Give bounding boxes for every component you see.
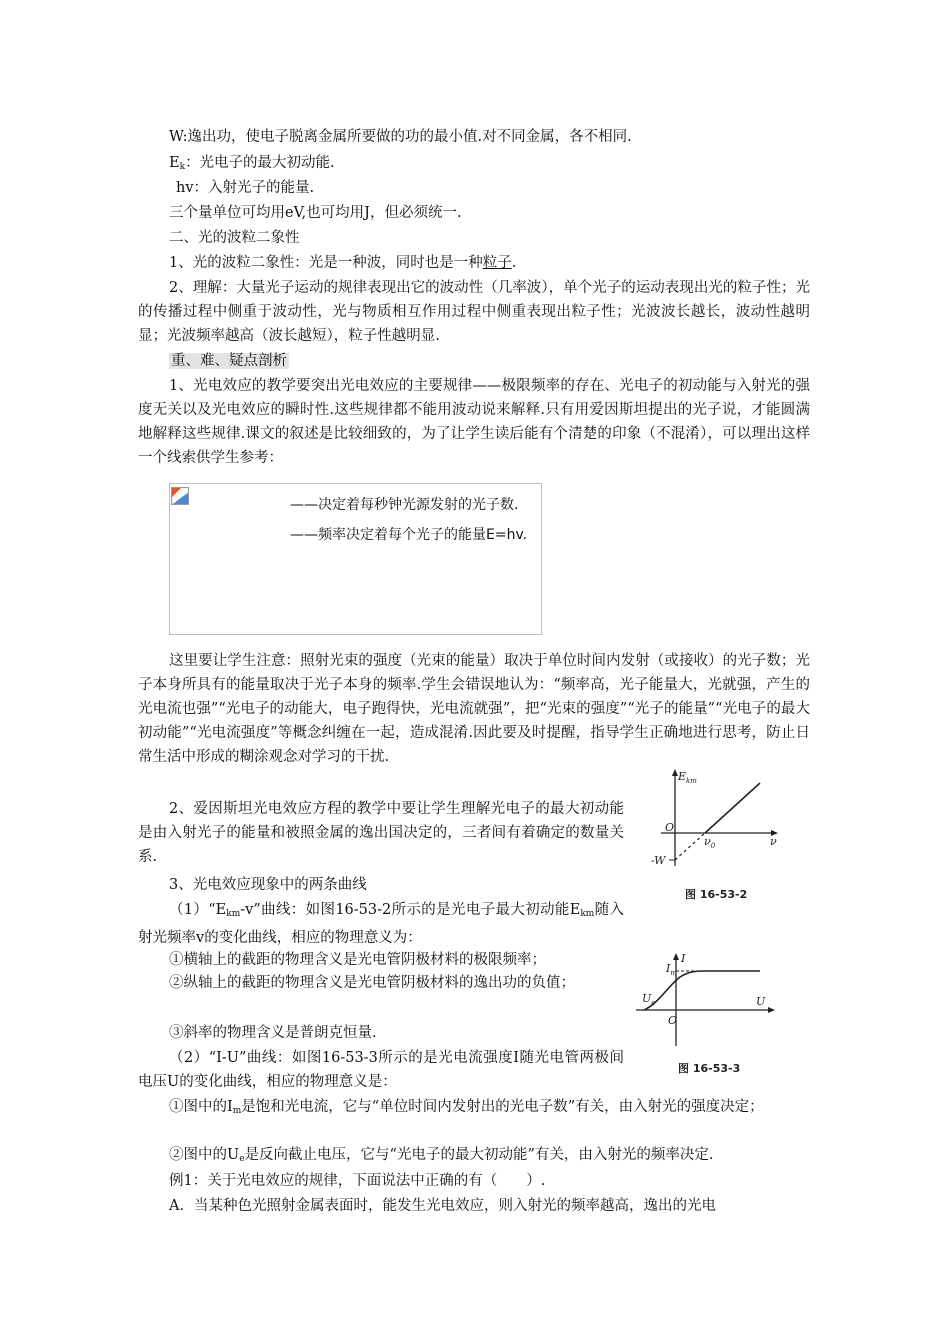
text-line: 1、光的波粒二象性：光是一种波，同时也是一种粒子. — [169, 255, 517, 271]
text-line: hv：入射光子的能量. — [176, 180, 315, 196]
paragraph: （2）“I-U”曲线：如图16-53-3所示的是光电流强度I随光电管两极间电压U的变化曲线，相应的物理意义是： — [138, 1050, 624, 1090]
origin-label: O — [668, 1014, 678, 1027]
cutoff-label: $U_e$ — [642, 992, 656, 1007]
figure-caption: 图 16-53-2 — [685, 888, 748, 901]
text-line: ①横轴上的截距的物理含义是光电管阴极材料的极限频率； — [169, 952, 546, 968]
section-heading: 二、光的波粒二象性 — [169, 230, 300, 246]
paragraph: $(1)“E_{km}-v$”曲线：如图16-53-2所示的是光电子最大初动能$E_{km}$随入射光频率v的变化曲线，相应的物理意义为： — [138, 902, 624, 946]
text-line: 3、光电效应现象中的两条曲线 — [169, 877, 367, 893]
text-line: A．当某种色光照射金属表面时，能发生光电效应，则入射光的频率越高，逸出的光电 — [169, 1198, 716, 1214]
paragraph: ①图中的$I_m$是饱和光电流，它与“单位时间内发射出的光电子数”有关，由入射光的强度决定； — [169, 1099, 764, 1116]
i-u-graph — [628, 948, 778, 1078]
box-text: ——决定着每秒钟光源发射的光子数. — [290, 497, 519, 513]
y-axis-label: $E_{km}$ — [678, 770, 697, 785]
origin-label: O — [665, 821, 675, 834]
paragraph: ②纵轴上的截距的物理含义是光电管阴极材料的逸出功的负值； — [169, 975, 575, 991]
paragraph: 2、理解：大量光子运动的规律表现出它的波动性（几率波），单个光子的运动表现出光的粒子性；光的传播过程中侧重于波动性，光与物质相互作用过程中侧重表现出粒子性；光波波长越长，波动性越明显；光波频率越高（波长越短），粒子性越明显. — [138, 280, 810, 344]
y-intercept-label: -W — [651, 854, 666, 867]
x-axis-label: ν — [770, 835, 777, 848]
saturation-label: $I_m$ — [666, 962, 677, 977]
text-line: ②图中的$U_e$是反向截止电压，它与“光电子的最大初动能”有关，由入射光的频率决定. — [169, 1147, 714, 1164]
paragraph: 2、爱因斯坦光电效应方程的教学中要让学生理解光电子的最大初动能是由入射光子的能量和被照金属的逸出国决定的，三者间有着确定的数量关系. — [138, 801, 624, 865]
text-line: 例1：关于光电效应的规律，下面说法中正确的有（ ）. — [169, 1173, 546, 1189]
x-axis-label: U — [756, 995, 766, 1008]
x-intercept-label: $\nu_0$ — [704, 835, 716, 850]
box-text: ——频率决定着每个光子的能量E=hv. — [290, 527, 528, 543]
image-box — [169, 483, 542, 635]
text-line: $E_k$：光电子的最大初动能. — [169, 155, 335, 172]
text-line: ③斜率的物理含义是普朗克恒量. — [169, 1025, 377, 1041]
text-line: W:逸出功，使电子脱离金属所要做的功的最小值.对不同金属，各不相同. — [169, 129, 632, 145]
subheading: 重、难、疑点剖析 — [171, 353, 287, 369]
figure-caption: 图 16-53-3 — [678, 1062, 741, 1075]
broken-image-icon — [171, 487, 189, 505]
paragraph: 1、光电效应的教学要突出光电效应的主要规律——极限频率的存在、光电子的初动能与入射光的强度无关以及光电效应的瞬时性.这些规律都不能用波动说来解释.只有用爱因斯坦提出的光子说，才能圆满地解释这些规律.课文的叙述是比较细致的，为了让学生读后能有个清楚的印象（不混淆），可以理出这样一个线索供学生参考： — [138, 378, 810, 466]
paragraph: 这里要让学生注意：照射光束的强度（光束的能量）取决于单位时间内发射（或接收）的光子数；光子本身所具有的能量取决于光子本身的频率.学生会错误地认为：“频率高，光子能量大，光就强，产生的光电流也强”“光电子的动能大，电子跑得快，光电流就强”，把“光束的强度”“光子的能量”“光电子的最大初动能”“光电流强度”等概念纠缠在一起，造成混淆.因此要及时提醒，指导学生正确地进行思考，防止日常生活中形成的糊涂观念对学习的干扰. — [138, 653, 810, 765]
y-axis-label: I — [681, 952, 686, 965]
text-line: 三个量单位可均用eV,也可均用J，但必须统一. — [169, 205, 462, 221]
ekm-v-graph — [645, 766, 785, 906]
